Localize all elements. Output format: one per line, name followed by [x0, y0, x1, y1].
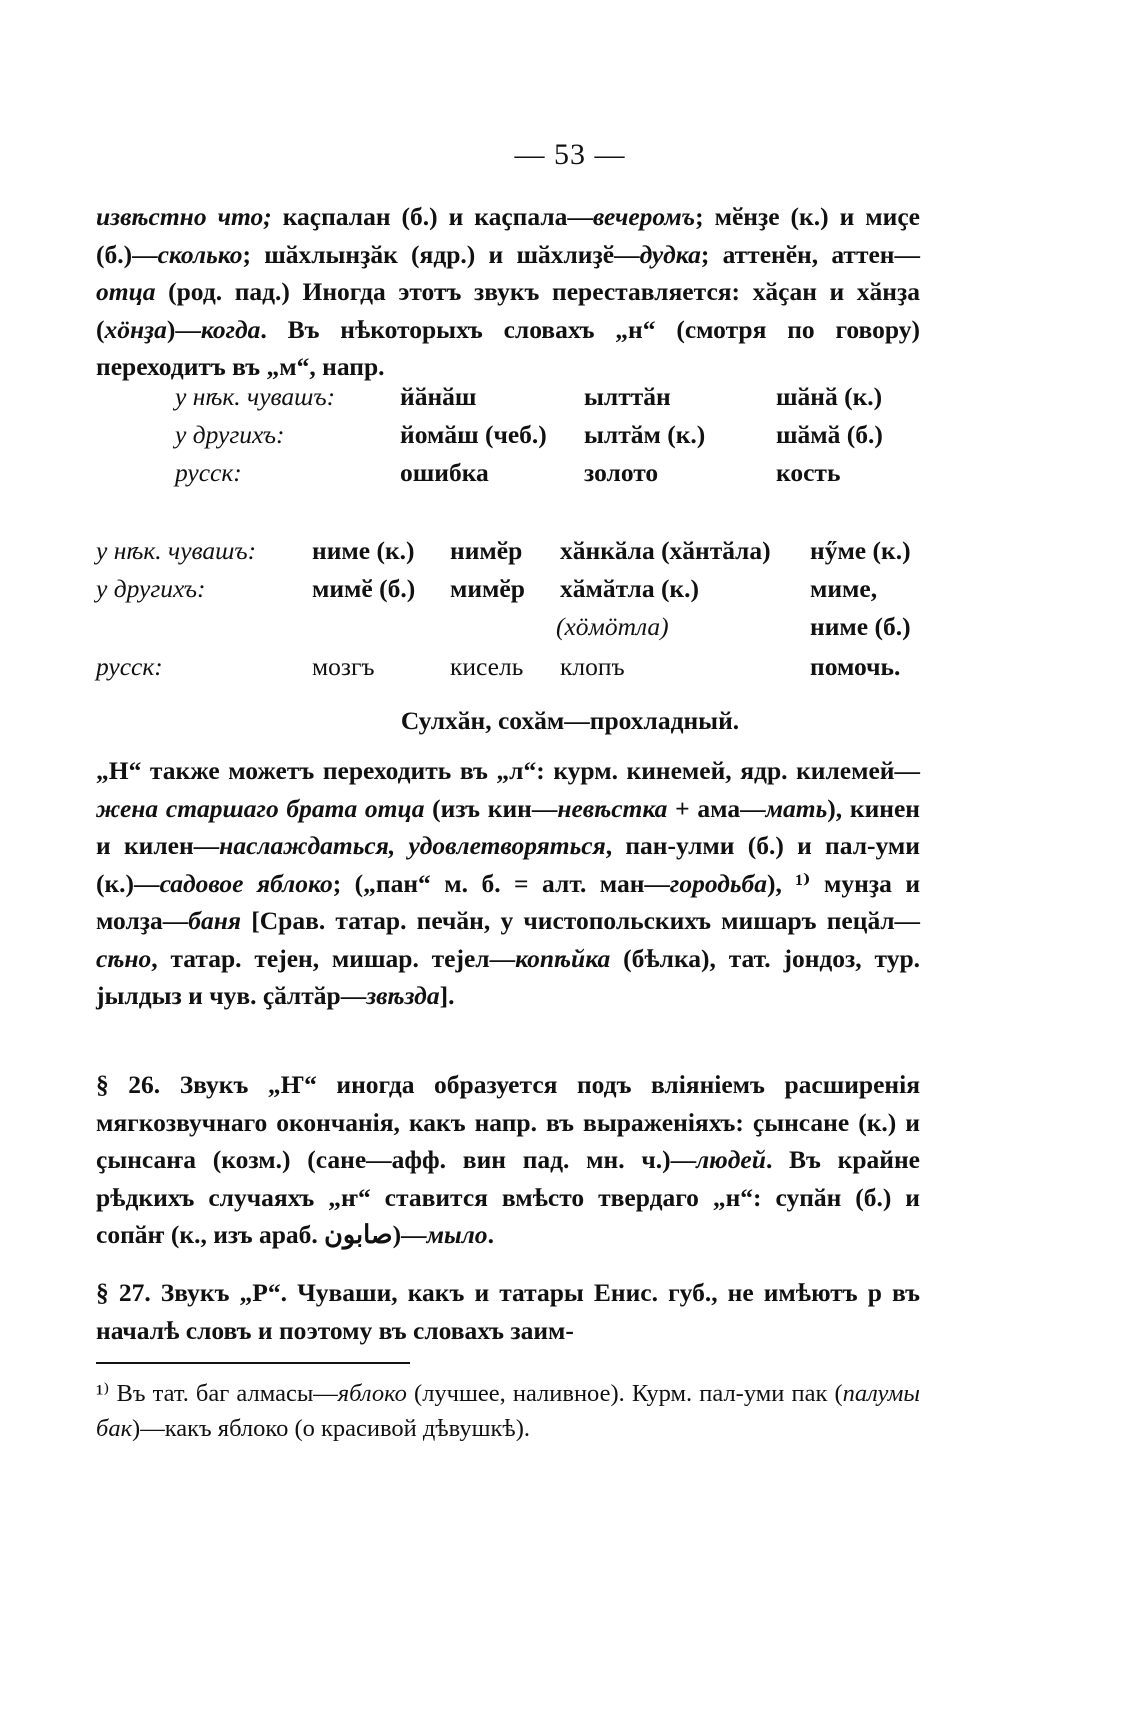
text-italic: сѣно — [96, 943, 152, 973]
text-italic: палумы бак — [96, 1380, 920, 1442]
table2-row — [0, 574, 1140, 608]
text-italic: извѣстно что; — [96, 202, 272, 231]
row-label: у другихъ: — [96, 574, 206, 603]
text-italic: хӧнҙа — [104, 314, 167, 344]
table-cell: хӑмӑтла (к.) — [560, 574, 699, 603]
text-italic: дудка — [639, 239, 701, 269]
text-italic: яблоко — [337, 1380, 407, 1407]
text: ), ¹⁾ мунҙа и молҙа— — [96, 868, 921, 935]
text: ; („пан“ м. б. = алт. ман— — [332, 868, 670, 898]
text: )— — [166, 314, 201, 344]
text-italic: садовое яблоко — [159, 868, 333, 898]
table-cell: кость — [776, 458, 841, 487]
text-italic: невѣстка — [557, 793, 668, 823]
text: (бѣлка), тат. јондоз, тур. јылдыз и чув. ҫӑлтӑр— — [96, 943, 920, 1010]
text: . — [487, 1220, 494, 1249]
text: (изъ кин— — [424, 793, 558, 823]
text-italic: мать — [765, 793, 828, 823]
table-cell: ошибка — [400, 458, 489, 487]
table-cell: нимӗр — [450, 536, 523, 565]
text-italic: вечеромъ — [592, 202, 696, 231]
paragraph-3 — [96, 1066, 920, 1254]
text-italic: жена старшаго брата отца — [96, 793, 425, 823]
table-cell: хӑнкӑла (хӑнтӑла) — [560, 536, 771, 565]
table2-row — [0, 536, 1140, 570]
text: ]. — [439, 981, 455, 1010]
text-italic: баня — [188, 906, 242, 935]
row-label: русск: — [175, 458, 242, 487]
text: „Н“ также можетъ переходить въ „л“: курм. кинемей, ядр. килемей— — [96, 756, 920, 785]
text: , татар. тејен, мишар. тејел— — [151, 943, 516, 973]
text: ; мӗнҙе (к.) и миҫе (б.)— — [96, 202, 920, 269]
text-italic: наслаждаться, удовлетворяться — [219, 831, 606, 860]
text: (лучшее, наливное). Курм. пал-уми пак ( — [406, 1380, 843, 1407]
text: . Въ нѣкоторыхъ словахъ „н“ (смотря по говору) переходитъ въ „м“, напр. — [96, 314, 920, 381]
table2-row — [0, 612, 1140, 646]
text: [Срав. татар. печӑн, у чистопольскихъ мишаръ пецӑл— — [241, 906, 920, 935]
text: ), кинен и килен— — [96, 793, 920, 860]
paragraph-2 — [96, 752, 920, 1015]
page-number: — 53 — — [514, 138, 626, 171]
text-italic: звѣзда — [366, 981, 440, 1010]
table-cell: йӑнӑш — [400, 382, 477, 411]
footnote-divider — [96, 1362, 410, 1364]
text: § 27. Звукъ „Р“. Чуваши, какъ и татары Енис. губ., не имѣютъ р въ началѣ словъ и поэтому въ словахъ заим- — [96, 1278, 920, 1345]
text-italic: мыло — [426, 1220, 488, 1249]
table-cell: ниме (к.) — [312, 536, 415, 565]
row-label: у другихъ: — [175, 420, 285, 449]
text: каҫпалан (б.) и каҫпала— — [271, 202, 593, 231]
table1-row — [0, 420, 1140, 454]
paragraph-1 — [96, 198, 920, 386]
text: )—какъ яблоко (о красивой дѣвушкѣ). — [132, 1415, 530, 1442]
paragraph-4 — [96, 1274, 920, 1349]
text: . Въ крайне рѣдкихъ случаяхъ „ҥ“ ставится вмѣсто твердаго „н“: супӑн (б.) и сопӑҥ (к., изъ араб. صابون)— — [96, 1145, 920, 1249]
table-cell: шӑмӑ (б.) — [776, 420, 883, 449]
text: (род. пад.) Иногда этотъ звукъ переставляется: хӑҫан и хӑнҙа ( — [96, 277, 920, 344]
row-label: у нѣк. чувашъ: — [96, 536, 257, 565]
text: ¹⁾ Въ тат. баг алмасы— — [96, 1380, 338, 1407]
row-label: русск: — [96, 652, 163, 681]
table-cell: золото — [584, 458, 659, 487]
text-italic: сколько — [157, 239, 243, 269]
table-cell: мимӗр — [450, 574, 525, 603]
text-italic: копѣйка — [515, 943, 611, 973]
table-cell: ылттӑн — [584, 382, 671, 411]
table2-row — [0, 652, 1140, 686]
table-cell: ниме (б.) — [810, 612, 911, 641]
centered-line: Сулхӑн, сохӑм—прохладный. — [400, 706, 740, 735]
footnote — [96, 1376, 920, 1446]
table-cell: йомӑш (чеб.) — [400, 420, 547, 449]
table-cell: ылтӑм (к.) — [584, 420, 706, 449]
table1-row — [0, 458, 1140, 492]
text: ; шӑхлынҙӑк (ядр.) и шӑхлиҙӗ— — [242, 239, 640, 269]
table-cell: миме, — [810, 574, 878, 603]
table-cell: кисель — [450, 652, 524, 681]
table1-row — [0, 382, 1140, 416]
text-italic: отца — [96, 277, 156, 306]
text: ; аттенӗн, аттен— — [700, 239, 920, 269]
table-cell: нӳме (к.) — [810, 536, 911, 565]
text-italic: людей — [696, 1145, 766, 1174]
table-cell: шӑнӑ (к.) — [776, 382, 883, 411]
text: , пан-улми (б.) и пал-уми (к.)— — [96, 831, 920, 898]
text: § 26. Звукъ „Ҥ“ иногда образуется подъ вліяніемъ расширенія мягкозвучнаго окончанія, какъ напр. въ выраженіяхъ: ҫынсане (к.) и ҫынсаҥа (козм.) (сане—афф. вин пад. мн. ч.)— — [96, 1070, 920, 1174]
row-label: у нѣк. чувашъ: — [175, 382, 336, 411]
text-italic: городьба — [669, 868, 768, 898]
table-cell: мозгъ — [312, 652, 375, 681]
text-italic: когда — [200, 314, 261, 344]
table-cell: помочь. — [810, 652, 901, 681]
table-cell: мимӗ (б.) — [312, 574, 416, 603]
text: + ама— — [667, 793, 766, 823]
table-cell: клопъ — [560, 652, 625, 681]
table-cell: (хӧмӧтла) — [556, 612, 669, 641]
